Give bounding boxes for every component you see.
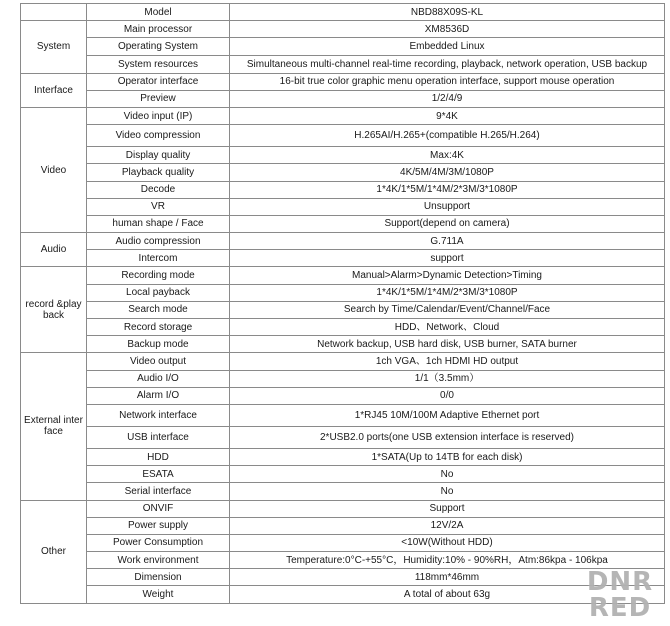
spec-row [21, 250, 665, 267]
value-cell: 2*USB2.0 ports(one USB extension interface is reserved) [230, 426, 665, 448]
value-cell: Max:4K [230, 147, 665, 164]
value-cell: H.265AI/H.265+(compatible H.265/H.264) [230, 125, 665, 147]
value-cell: Unsupport [230, 198, 665, 215]
value-cell: 1*SATA(Up to 14TB for each disk) [230, 448, 665, 465]
value-cell: Network backup, USB hard disk, USB burner, SATA burner [230, 336, 665, 353]
feature-cell: Intercom [87, 250, 230, 267]
value-cell: 1*4K/1*5M/1*4M/2*3M/3*1080P [230, 181, 665, 198]
feature-cell: ONVIF [87, 500, 230, 517]
feature-cell: Power Consumption [87, 534, 230, 551]
spec-row [21, 301, 665, 318]
spec-table [20, 3, 665, 604]
spec-row [21, 73, 665, 90]
feature-cell: System resources [87, 55, 230, 73]
feature-cell: Model [87, 4, 230, 21]
value-cell: Embedded Linux [230, 38, 665, 55]
value-cell: 12V/2A [230, 517, 665, 534]
spec-row [21, 387, 665, 404]
spec-row [21, 404, 665, 426]
feature-cell: human shape / Face [87, 215, 230, 232]
value-cell: 1*RJ45 10M/100M Adaptive Ethernet port [230, 404, 665, 426]
value-cell: 1/2/4/9 [230, 90, 665, 107]
feature-cell: VR [87, 198, 230, 215]
spec-row [21, 4, 665, 21]
feature-cell: Operator interface [87, 73, 230, 90]
feature-cell: Backup mode [87, 336, 230, 353]
feature-cell: Record storage [87, 319, 230, 336]
spec-row [21, 552, 665, 569]
feature-cell: Video output [87, 353, 230, 370]
category-cell: Interface [21, 73, 87, 107]
feature-cell: Display quality [87, 147, 230, 164]
value-cell: 0/0 [230, 387, 665, 404]
feature-cell: Network interface [87, 404, 230, 426]
spec-row [21, 534, 665, 551]
value-cell: 1*4K/1*5M/1*4M/2*3M/3*1080P [230, 284, 665, 301]
feature-cell: Decode [87, 181, 230, 198]
spec-row [21, 125, 665, 147]
feature-cell: Playback quality [87, 164, 230, 181]
spec-row [21, 466, 665, 483]
spec-row [21, 90, 665, 107]
feature-cell: Weight [87, 586, 230, 603]
spec-row [21, 38, 665, 55]
category-cell: Other [21, 500, 87, 603]
feature-cell: Audio I/O [87, 370, 230, 387]
feature-cell: Dimension [87, 569, 230, 586]
spec-row [21, 181, 665, 198]
spec-row [21, 586, 665, 603]
feature-cell: Preview [87, 90, 230, 107]
value-cell: 1ch VGA、1ch HDMI HD output [230, 353, 665, 370]
spec-row [21, 319, 665, 336]
spec-row [21, 233, 665, 250]
feature-cell: Serial interface [87, 483, 230, 500]
category-cell: Video [21, 107, 87, 232]
value-cell: 9*4K [230, 107, 665, 124]
spec-row [21, 426, 665, 448]
spec-row [21, 198, 665, 215]
watermark-logo: DNR RED [586, 567, 654, 623]
spec-row [21, 284, 665, 301]
spec-row [21, 500, 665, 517]
feature-cell: HDD [87, 448, 230, 465]
value-cell: No [230, 483, 665, 500]
value-cell: 118mm*46mm [230, 569, 665, 586]
feature-cell: Video input (IP) [87, 107, 230, 124]
feature-cell: Search mode [87, 301, 230, 318]
value-cell: support [230, 250, 665, 267]
feature-cell: Work environment [87, 552, 230, 569]
value-cell: Support [230, 500, 665, 517]
value-cell: 16-bit true color graphic menu operation interface, support mouse operation [230, 73, 665, 90]
spec-row [21, 517, 665, 534]
value-cell: HDD、Network、Cloud [230, 319, 665, 336]
spec-row [21, 336, 665, 353]
value-cell: NBD88X09S-KL [230, 4, 665, 21]
feature-cell: Operating System [87, 38, 230, 55]
spec-row [21, 215, 665, 232]
value-cell: Search by Time/Calendar/Event/Channel/Face [230, 301, 665, 318]
category-cell: External interface [21, 353, 87, 500]
feature-cell: Main processor [87, 21, 230, 38]
feature-cell: Alarm I/O [87, 387, 230, 404]
spec-row [21, 55, 665, 73]
spec-row [21, 370, 665, 387]
value-cell: No [230, 466, 665, 483]
spec-row [21, 483, 665, 500]
spec-row [21, 448, 665, 465]
value-cell: Manual>Alarm>Dynamic Detection>Timing [230, 267, 665, 284]
value-cell: Support(depend on camera) [230, 215, 665, 232]
spec-row [21, 267, 665, 284]
spec-row [21, 147, 665, 164]
feature-cell: Local payback [87, 284, 230, 301]
feature-cell: ESATA [87, 466, 230, 483]
value-cell: <10W(Without HDD) [230, 534, 665, 551]
value-cell: G.711A [230, 233, 665, 250]
value-cell: 4K/5M/4M/3M/1080P [230, 164, 665, 181]
category-cell: System [21, 21, 87, 73]
spec-row [21, 164, 665, 181]
spec-row [21, 569, 665, 586]
spec-row [21, 107, 665, 124]
category-cell: Audio [21, 233, 87, 267]
value-cell: Temperature:0°C-+55°C，Humidity:10% - 90%RH，Atm:86kpa - 106kpa [230, 552, 665, 569]
value-cell: A total of about 63g [230, 586, 665, 603]
category-cell [21, 4, 87, 21]
spec-row [21, 21, 665, 38]
category-cell: record &play back [21, 267, 87, 353]
feature-cell: Video compression [87, 125, 230, 147]
spec-row [21, 353, 665, 370]
feature-cell: USB interface [87, 426, 230, 448]
feature-cell: Recording mode [87, 267, 230, 284]
feature-cell: Power supply [87, 517, 230, 534]
value-cell: Simultaneous multi-channel real-time recording, playback, network operation, USB backup [230, 55, 665, 73]
feature-cell: Audio compression [87, 233, 230, 250]
value-cell: 1/1（3.5mm） [230, 370, 665, 387]
value-cell: XM8536D [230, 21, 665, 38]
spec-table-body [21, 4, 665, 604]
